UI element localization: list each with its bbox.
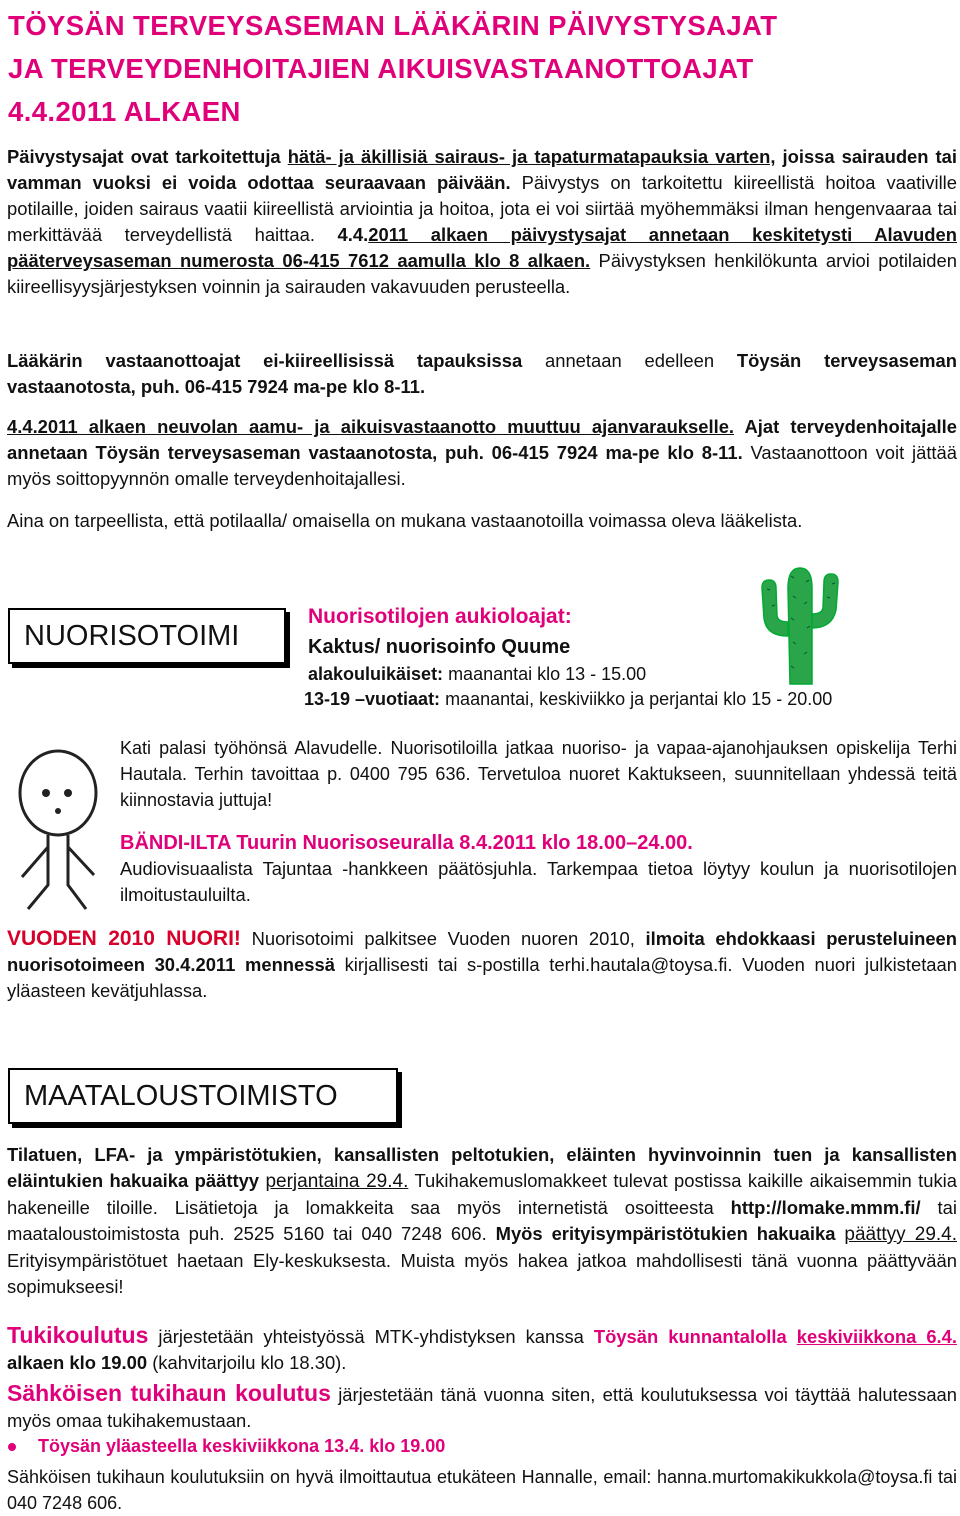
youth-award: VUODEN 2010 NUORI! Nuorisotoimi palkitsee Vuoden nuoren 2010, ilmoita ehdokkaasi perusteluineen nuorisotoimeen 30.4.2011 mennessä kirjallisesti tai s-postilla terhi.hautala@toysa.fi. Vuoden nuori julkistetaan yläasteen kevätjuhlassa.: [7, 927, 958, 1001]
title-line-2: JA TERVEYDENHOITAJIEN AIKUISVASTAANOTTOAJAT: [8, 53, 754, 84]
youth-news: Kati palasi työhönsä Alavudelle. Nuorisotiloilla jatkaa nuoriso- ja vapaa-ajanohjauksen opiskelija Terhi Hautala. Terhin tavoittaa p. 0400 795 636. Tervetuloa nuoret Kaktukseen, suunnitellaan yhdessä teitä kiinnostavia juttuja!: [120, 738, 957, 810]
registration-info: Sähköisen tukihaun koulutuksiin on hyvä ilmoittautua etukäteen Hannalle, email: hanna.murtomakikukkola@toysa.fi tai 040 7248 606.: [7, 1467, 957, 1513]
e-application-training: Sähköisen tukihaun koulutus järjestetään tänä vuonna siten, että koulutuksessa voi täyttää halutessaan myös omaa tukihakemustaan.: [7, 1380, 958, 1431]
page-title: [8, 4, 958, 133]
agriculture-paragraph: Tilatuen, LFA- ja ympäristötukien, kansallisten peltotukien, eläinten hyvinvoinnin tuen ja kansallisten eläintukien hakuaika päättyy perjantaina 29.4. Tukihakemuslomakkeet tulevat postissa kaikille aikaisemmin tukia hakeneille tiloille. Lisätietoja ja lomakkeita saa myös internetistä osoitteesta http://lomake.mmm.fi/ tai maataloustoimistosta puh. 2525 5160 tai 040 7248 606. Myös erityisympäristötukien hakuaika päättyy 29.4. Erityisympäristötuet haetaan Ely-keskuksesta. Muista myös hakea jatkoa mahdollisesti tänä vuonna päättyvään sopimukseesi!: [7, 1144, 958, 1297]
medication-list-paragraph: Aina on tarpeellista, että potilaalla/ omaisella on mukana vastaanotoilla voimassa oleva lääkelista.: [7, 510, 803, 531]
band-night: BÄNDI-ILTA Tuurin Nuorisoseuralla 8.4.2011 klo 18.00–24.00. Audiovisuaalista Tajuntaa -hankkeen päätösjuhla. Tarkempaa tietoa löytyy koulun ja nuorisotilojen ilmoitustauluilta.: [120, 832, 957, 905]
youth-place: Kaktus/ nuorisoinfo Quume: [308, 636, 571, 658]
youth-office-box: NUORISOTOIMI: [8, 608, 286, 664]
title-line-1: TÖYSÄN TERVEYSASEMAN LÄÄKÄRIN PÄIVYSTYSAJAT: [8, 10, 778, 41]
clinic-paragraph: 4.4.2011 alkaen neuvolan aamu- ja aikuisvastaanotto muuttuu ajanvaraukselle. Ajat terveydenhoitajalle annetaan Töysän terveysaseman vastaanotosta, puh. 06-415 7924 ma-pe klo 8-11. Vastaanottoon voit jättää myös soittopyynnön omalle terveydenhoitajallesi.: [7, 416, 957, 489]
youth-hours-row-1: alakouluikäiset: maanantai klo 13 - 15.00: [308, 664, 647, 684]
cactus-icon: [752, 558, 848, 686]
emergency-paragraph: Päivystysajat ovat tarkoitettuja hätä- ja äkillisiä sairaus- ja tapaturmatapauksia varten, joissa sairauden tai vamman vuoksi ei voida odottaa seuraavaan päivään. Päivystys on tarkoitettu kiireellistä hoitoa vaativille potilaille, joiden sairaus vaatii kiireellistä arviointia ja hoitoa, jota ei voi siirtää myöhemmäksi ilman hengenvaaraa tai merkittävää terveydellistä haittaa. 4.4.2011 alkaen päivystysajat annetaan keskitetysti Alavuden pääterveysaseman numerosta 06-415 7612 aamulla klo 8 alkaen. Päivystyksen henkilökunta arvioi potilaiden kiireellisyysjärjestyksen voinnin ja sairauden vakavuuden perusteella.: [7, 146, 958, 297]
support-training: Tukikoulutus järjestetään yhteistyössä MTK-yhdistyksen kanssa Töysän kunnantalolla keskiviikkona 6.4. alkaen klo 19.00 (kahvitarjoilu klo 18.30).: [7, 1322, 958, 1373]
youth-hours-title: Nuorisotilojen aukioloajat:: [308, 605, 572, 628]
bullet-icon: [8, 1443, 16, 1451]
cartoon-figure-icon: [8, 735, 108, 913]
training-bullet: Töysän yläasteella keskiviikkona 13.4. klo 19.00: [8, 1436, 445, 1457]
agriculture-office-box: MAATALOUSTOIMISTO: [8, 1068, 398, 1124]
title-line-3: 4.4.2011 ALKAEN: [8, 96, 241, 127]
doctor-appointments-paragraph: Lääkärin vastaanottoajat ei-kiireellisissä tapauksissa annetaan edelleen Töysän terveysaseman vastaanotosta, puh. 06-415 7924 ma-pe klo 8-11.: [7, 350, 957, 397]
youth-hours-row-2: 13-19 –vuotiaat: maanantai, keskiviikko ja perjantai klo 15 - 20.00: [304, 689, 833, 709]
